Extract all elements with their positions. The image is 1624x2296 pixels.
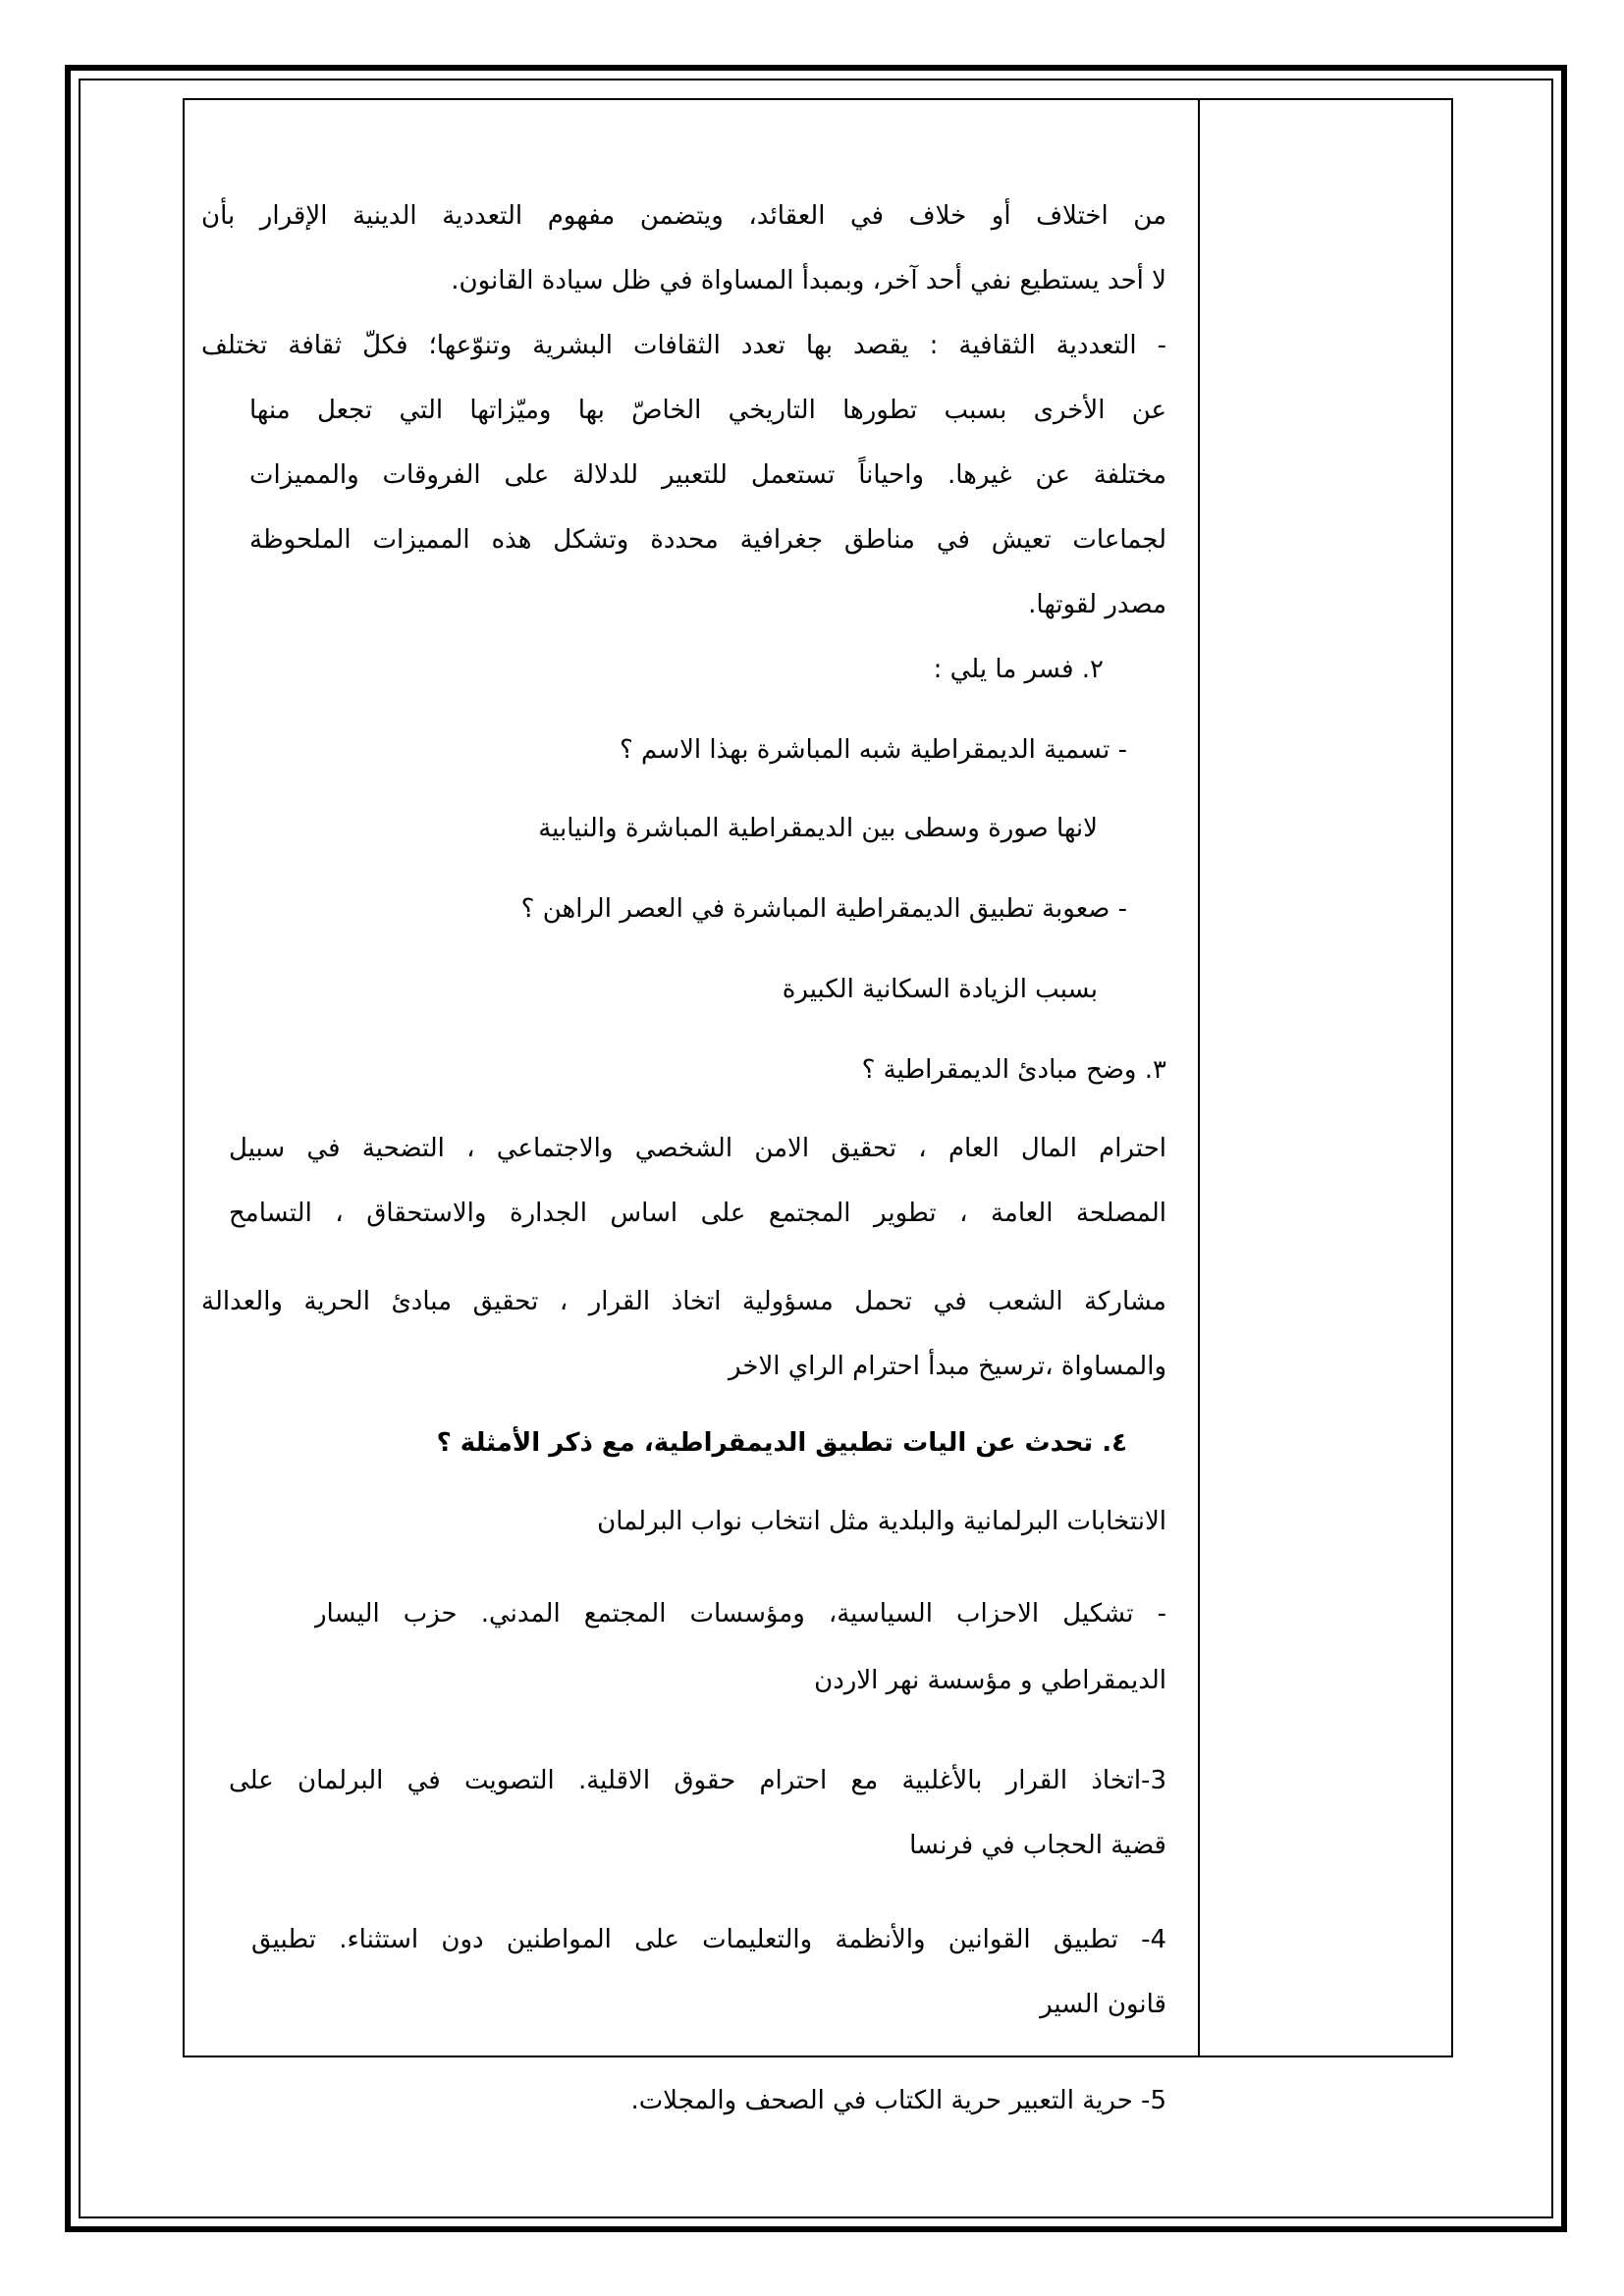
text-line: لا أحد يستطيع نفي أحد آخر، وبمبدأ المساواة في ظل سيادة القانون.	[451, 266, 1166, 295]
text-line: من اختلاف أو خلاف في العقائد، ويتضمن مفهوم التعددية الدينية الإقرار بأن	[201, 201, 1166, 231]
sub-question: - صعوبة تطبيق الديمقراطية المباشرة في العصر الراهن ؟	[520, 894, 1127, 924]
question-4-heading: ٤. تحدث عن اليات تطبيق الديمقراطية، مع ذكر الأمثلة ؟	[436, 1428, 1127, 1458]
answer-line: لانها صورة وسطى بين الديمقراطية المباشرة والنيابية	[538, 814, 1098, 843]
text-line: قضية الحجاب في فرنسا	[909, 1831, 1166, 1860]
answer-line: بسبب الزيادة السكانية الكبيرة	[782, 975, 1098, 1004]
text-line: احترام المال العام ، تحقيق الامن الشخصي والاجتماعي ، التضحية في سبيل	[229, 1134, 1166, 1163]
text-line: لجماعات تعيش في مناطق جغرافية محددة وتشكل هذه المميزات الملحوظة	[249, 525, 1166, 555]
text-line: مختلفة عن غيرها. واحياناً تستعمل للتعبير للدلالة على الفروقات والمميزات	[249, 460, 1166, 490]
question-2-heading: ٢. فسر ما يلي :	[933, 655, 1104, 684]
text-line: 3-اتخاذ القرار بالأغلبية مع احترام حقوق الاقلية. التصويت في البرلمان على	[229, 1766, 1166, 1795]
text-line: قانون السير	[1040, 1990, 1166, 2019]
text-line: الديمقراطي و مؤسسة نهر الاردن	[814, 1666, 1166, 1695]
text-line: مشاركة الشعب في تحمل مسؤولية اتخاذ القرار ، تحقيق مبادئ الحرية والعدالة	[201, 1287, 1166, 1316]
text-line: الانتخابات البرلمانية والبلدية مثل انتخاب نواب البرلمان	[597, 1507, 1166, 1536]
text-line: المصلحة العامة ، تطوير المجتمع على اساس الجدارة والاستحقاق ، التسامح	[229, 1199, 1166, 1228]
table-column-divider	[1198, 98, 1200, 2057]
text-line: - التعددية الثقافية : يقصد بها تعدد الثقافات البشرية وتنوّعها؛ فكلّ ثقافة تختلف	[201, 331, 1166, 360]
answer-text-cell	[201, 98, 1166, 2115]
sub-question: - تسمية الديمقراطية شبه المباشرة بهذا الاسم ؟	[619, 735, 1127, 765]
text-line: والمساواة ،ترسيخ مبدأ احترام الراي الاخر	[729, 1352, 1166, 1381]
text-line: عن الأخرى بسبب تطورها التاريخي الخاصّ بها وميّزاتها التي تجعل منها	[249, 396, 1166, 425]
text-line: مصدر لقوتها.	[1028, 590, 1166, 619]
text-line: - تشكيل الاحزاب السياسية، ومؤسسات المجتمع المدني. حزب اليسار	[314, 1599, 1166, 1629]
question-3-heading: ٣. وضح مبادئ الديمقراطية ؟	[861, 1055, 1166, 1085]
text-line: 5- حرية التعبير حرية الكتاب في الصحف والمجلات.	[630, 2086, 1166, 2115]
text-line: 4- تطبيق القوانين والأنظمة والتعليمات على المواطنين دون استثناء. تطبيق	[251, 1925, 1166, 1954]
